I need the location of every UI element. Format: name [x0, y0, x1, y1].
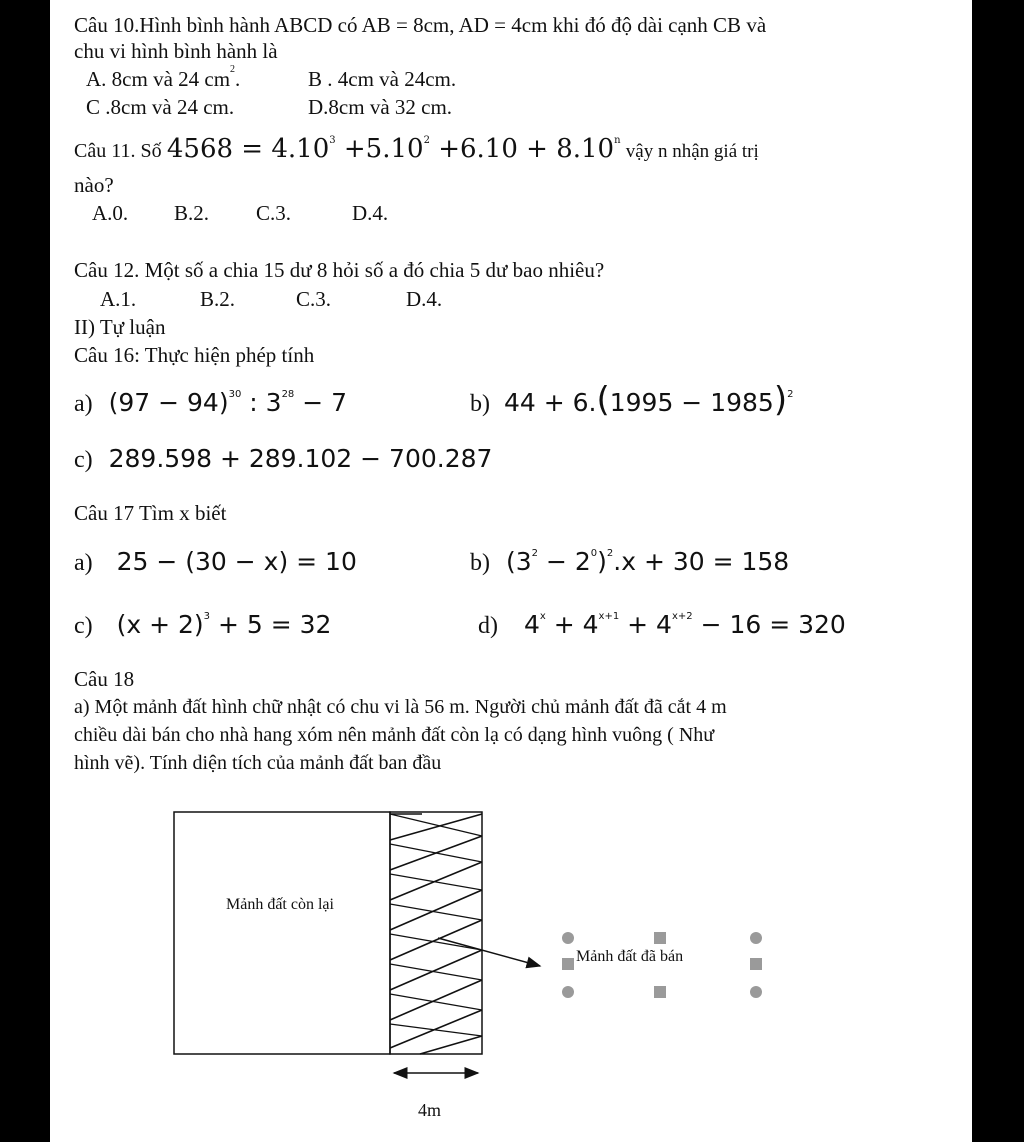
q16-b: b) $44 + 6.(1995 - 1985)^2$ — [470, 380, 794, 420]
resize-handle-bottom-right[interactable] — [750, 986, 762, 998]
q10-option-c: C .8cm và 24 cm. — [86, 95, 235, 119]
resize-handle-bottom-left[interactable] — [562, 986, 574, 998]
land-diagram — [50, 800, 972, 1142]
q12-option-c: C.3. — [296, 287, 332, 311]
q10-option-b: B . 4cm và 24cm. — [308, 67, 457, 91]
q17-d: d) $4^x + 4^{x+1} + 4^{x+2} - 16 = 320$ — [478, 610, 846, 639]
resize-handle-bottom[interactable] — [654, 986, 666, 998]
resize-handle-top[interactable] — [654, 932, 666, 944]
remaining-land-square — [174, 812, 390, 1054]
q18-line2: chiều dài bán cho nhà hang xóm nên mảnh đất còn lạ có dạng hình vuông ( Như — [74, 724, 715, 746]
sold-label-box[interactable] — [564, 934, 758, 994]
q10-option-a: A. 8cm và 24 $cm^2$. — [86, 64, 241, 91]
resize-handle-right[interactable] — [750, 958, 762, 970]
q11-line1: Câu 11. Số $4568 = 4.10^3 +5.10^2 +6.10 + 8.10^n$ vậy n nhận giá trị — [74, 134, 759, 164]
q11-equation: $4568 = 4.10^3 +5.10^2 +6.10 + 8.10^n$ — [166, 134, 621, 164]
q18-line1: a) Một mảnh đất hình chữ nhật có chu vi là 56 m. Người chủ mảnh đất đã cắt 4 m — [74, 696, 727, 718]
q11-option-d: D.4. — [352, 201, 389, 225]
q16-title: Câu 16: Thực hiện phép tính — [74, 343, 315, 367]
q18-title: Câu 18 — [74, 667, 135, 691]
q12-option-a: A.1. — [100, 287, 137, 311]
width-label: 4m — [418, 1100, 442, 1120]
document-page — [50, 0, 972, 1142]
land-diagram-svg — [50, 800, 972, 1142]
resize-handle-top-right[interactable] — [750, 932, 762, 944]
q11-option-c: C.3. — [256, 201, 292, 225]
remaining-land-label: Mảnh đất còn lại — [226, 896, 334, 913]
q12-option-b: B.2. — [200, 287, 236, 311]
sold-land-strip — [390, 812, 482, 1054]
q10-line1: Câu 10.Hình bình hành ABCD có AB = 8cm, AD = 4cm khi đó độ dài cạnh CB và — [74, 13, 767, 37]
q10-option-d: D.8cm và 32 cm. — [308, 95, 453, 119]
q17-title: Câu 17 Tìm x biết — [74, 501, 227, 525]
q12-line1: Câu 12. Một số a chia 15 dư 8 hỏi số a đó chia 5 dư bao nhiêu? — [74, 258, 605, 282]
q18-line3: hình vẽ). Tính diện tích của mảnh đất ban đầu — [74, 752, 442, 774]
q16-a: a) $(97 - 94)^{30}$ : $3^{28} - 7$ — [74, 388, 348, 417]
q11-line2: nào? — [74, 173, 114, 197]
sold-land-label: Mảnh đất đã bán — [576, 948, 684, 965]
section-heading: II) Tự luận — [74, 315, 166, 339]
sold-land-hatching — [390, 814, 482, 1054]
q17-a: a) 25 − (30 − x) = 10 — [74, 547, 357, 576]
resize-handle-left[interactable] — [562, 958, 574, 970]
q11-option-b: B.2. — [174, 201, 210, 225]
q12-option-d: D.4. — [406, 287, 443, 311]
q10-line2: chu vi hình bình hành là — [74, 39, 278, 63]
q17-c: c) $(x + 2)^3 + 5 = 32$ — [74, 610, 332, 639]
q16-c: c) 289.598 + 289.102 − 700.287 — [74, 444, 493, 473]
q17-b: b) $(3^2 - 2^0)^2.x + 30 = 158$ — [470, 547, 790, 576]
q11-option-a: A.0. — [92, 201, 129, 225]
resize-handle-top-left[interactable] — [562, 932, 574, 944]
